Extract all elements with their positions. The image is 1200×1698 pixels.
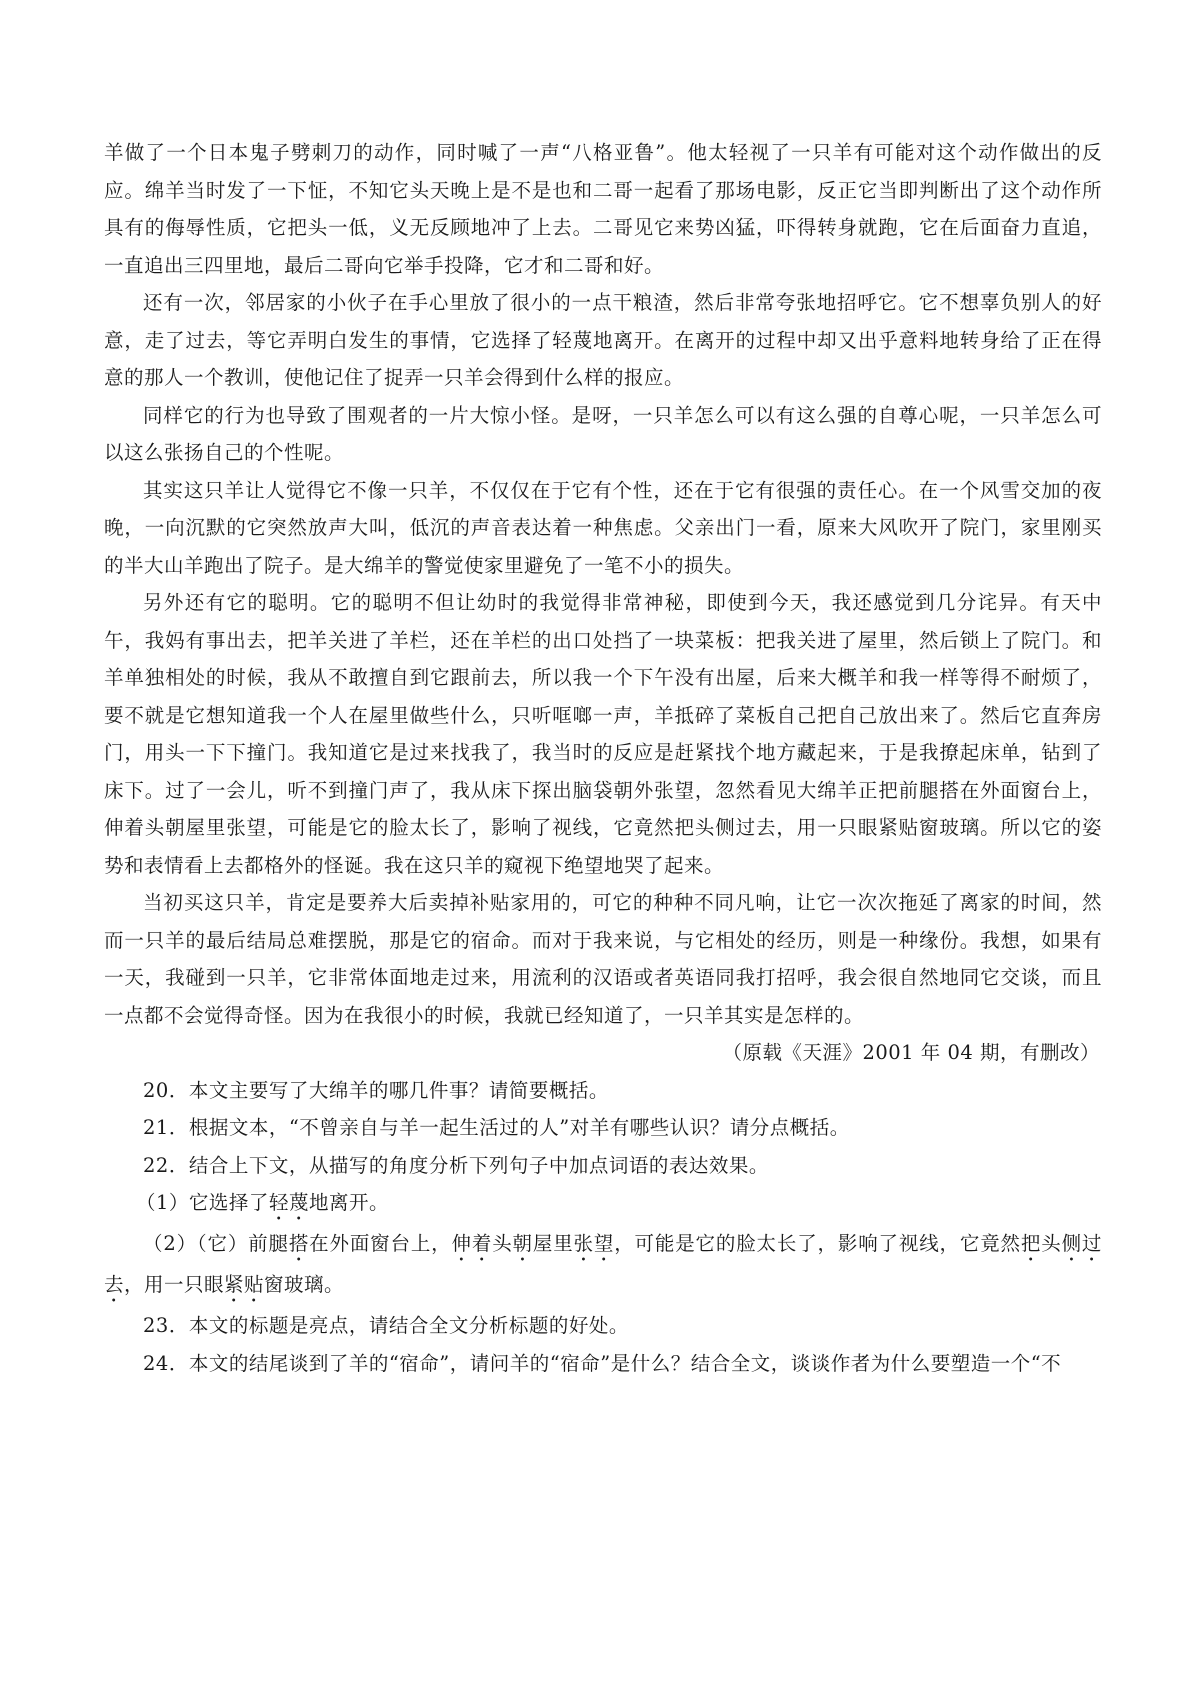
story-paragraph-6: 当初买这只羊，肯定是要养大后卖掉补贴家用的，可它的种种不同凡响，让它一次次拖延了离家的时间，然而一只羊的最后结局总难摆脱，那是它的宿命。而对于我来说，与它相处的经历，则是一种缘份。我想，如果有一天，我碰到一只羊，它非常体面地走过来，用流利的汉语或者英语同我打招呼，我会很自然地同它交谈，而且一点都不会觉得奇怪。因为在我很小的时候，我就已经知道了，一只羊其实是怎样的。 xyxy=(104,891,1102,1027)
story-paragraph-4: 其实这只羊让人觉得它不像一只羊，不仅仅在于它有个性，还在于它有很强的责任心。在一个风雪交加的夜晚，一向沉默的它突然放声大叫，低沉的声音表达着一种焦虑。父亲出门一看，原来大风吹开了院门，家里刚买的半大山羊跑出了院子。是大绵羊的警觉使家里避免了一笔不小的损失。 xyxy=(104,478,1102,577)
question-24: 24．本文的结尾谈到了羊的“宿命”，请问羊的“宿命”是什么？结合全文，谈谈作者为什么要塑造一个“不 xyxy=(143,1351,1062,1375)
dotted-word: 搭 xyxy=(288,1232,310,1255)
dotted-word: 把 xyxy=(1020,1232,1042,1255)
item-text: 窗玻璃。 xyxy=(264,1273,345,1296)
item-text: 头 xyxy=(1041,1232,1062,1255)
dotted-word: 朝 xyxy=(512,1232,533,1255)
item-text: ，可能是它的脸太长了，影响了视线，它竟然 xyxy=(614,1232,1021,1255)
item-text: 地离开。 xyxy=(308,1191,389,1214)
item-number: （1） xyxy=(136,1191,189,1214)
item-text: 它选择了 xyxy=(188,1191,269,1214)
dotted-word: 侧过去 xyxy=(104,1232,1102,1296)
story-paragraph-5: 另外还有它的聪明。它的聪明不但让幼时的我觉得非常神秘，即使到今天，我还感觉到几分诧异。有天中午，我妈有事出去，把羊关进了羊栏，还在羊栏的出口处挡了一块菜板：把我关进了屋里，然后锁上了院门。和羊单独相处的时候，我从不敢擅自到它跟前去，所以我一个下午没有出屋，后来大概羊和我一样等得不耐烦了，要不就是它想知道我一个人在屋里做些什么，只听哐啷一声，羊抵碎了菜板自己把自己放出来了。然后它直奔房门，用头一下下撞门。我知道它是过来找我了，我当时的反应是赶紧找个地方藏起来，于是我撩起床单，钻到了床下。过了一会儿，听不到撞门声了，我从床下探出脑袋朝外张望，忽然看见大绵羊正把前腿搭在外面窗台上，伸着头朝屋里张望，可能是它的脸太长了，影响了视线，它竟然把头侧过去，用一只眼紧贴窗玻璃。所以它的姿势和表情看上去都格外的怪诞。我在这只羊的窥视下绝望地哭了起来。 xyxy=(104,591,1102,877)
dotted-word: 紧贴 xyxy=(224,1273,265,1296)
question-23: 23．本文的标题是亮点，请结合全文分析标题的好处。 xyxy=(143,1314,629,1337)
item-text: ，用一只眼 xyxy=(124,1273,225,1296)
item-number: （2） xyxy=(143,1232,197,1255)
question-20: 20．本文主要写了大绵羊的哪几件事？请简要概括。 xyxy=(143,1078,609,1102)
question-22-item-2 xyxy=(104,1225,1102,1307)
item-text: 在外面窗台上， xyxy=(309,1232,452,1255)
question-22: 22．结合上下文，从描写的角度分析下列句子中加点词语的表达效果。 xyxy=(143,1153,769,1177)
dotted-word: 张望 xyxy=(573,1232,615,1255)
question-22-item-1 xyxy=(104,1184,1102,1225)
dotted-word: 伸着 xyxy=(451,1232,493,1255)
item-text: （它）前腿 xyxy=(196,1232,289,1255)
story-paragraph-3: 同样它的行为也导致了围观者的一片大惊小怪。是呀，一只羊怎么可以有这么强的自尊心呢，一只羊怎么可以这么张扬自己的个性呢。 xyxy=(104,403,1102,464)
source-citation: （原载《天涯》2001 年 04 期，有删改） xyxy=(722,1041,1100,1064)
story-paragraph-1: 羊做了一个日本鬼子劈刺刀的动作，同时喊了一声“八格亚鲁”。他太轻视了一只羊有可能对这个动作做出的反应。绵羊当时发了一下怔，不知它头天晚上是不是也和二哥一起看了那场电影，反正它当即判断出了这个动作所具有的侮辱性质，它把头一低，义无反顾地冲了上去。二哥见它来势凶猛，吓得转身就跑，它在后面奋力直追，一直追出三四里地，最后二哥向它举手投降，它才和二哥和好。 xyxy=(104,141,1102,277)
dotted-word: 轻蔑 xyxy=(268,1191,309,1214)
item-text: 头 xyxy=(492,1232,513,1255)
item-text: 屋里 xyxy=(532,1232,574,1255)
question-21: 21．根据文本，“不曾亲自与羊一起生活过的人”对羊有哪些认识？请分点概括。 xyxy=(143,1116,850,1139)
story-paragraph-2: 还有一次，邻居家的小伙子在手心里放了很小的一点干粮渣，然后非常夸张地招呼它。它不想辜负别人的好意，走了过去，等它弄明白发生的事情，它选择了轻蔑地离开。在离开的过程中却又出乎意料地转身给了正在得意的那人一个教训，使他记住了捉弄一只羊会得到什么样的报应。 xyxy=(104,291,1102,389)
